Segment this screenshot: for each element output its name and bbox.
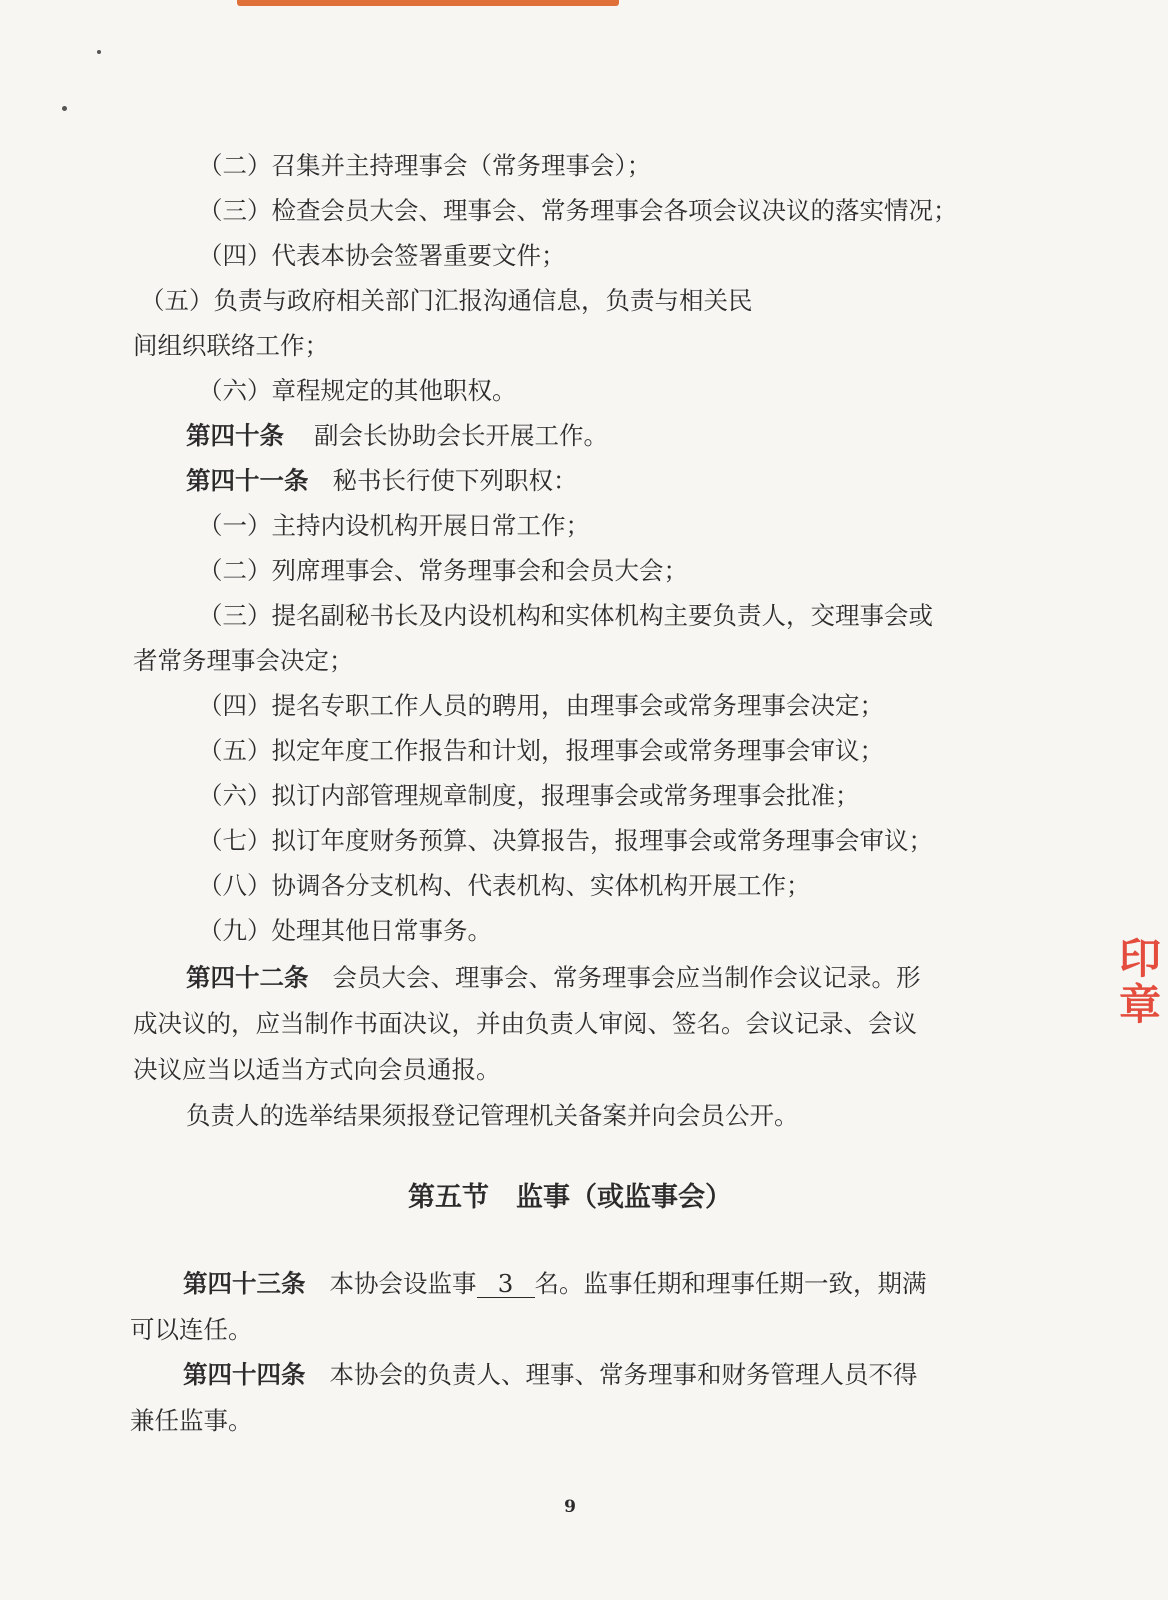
article-44-line: [183, 1359, 918, 1391]
text-line: [198, 825, 933, 857]
text-line: [186, 465, 578, 497]
article-heading: 第四十四条: [183, 1360, 306, 1389]
line-text: 者常务理事会决定；: [133, 646, 354, 675]
line-text: （九）处理其他日常事务。: [198, 916, 492, 945]
article-44-continuation: 兼任监事。: [130, 1406, 253, 1435]
article-43-continuation: 可以连任。: [130, 1315, 253, 1344]
article-heading: 第四十二条: [186, 963, 309, 992]
section-title: 第五节 监事（或监事会）: [408, 1182, 732, 1213]
text-line: [198, 375, 517, 407]
text-line: [133, 1008, 917, 1040]
line-text: （四）代表本协会签署重要文件；: [198, 241, 566, 270]
line-text: （四）提名专职工作人员的聘用，由理事会或常务理事会决定；: [198, 691, 884, 720]
red-seal-stamp: [1098, 936, 1162, 1136]
text-line: [186, 1100, 799, 1132]
text-line: [133, 1054, 501, 1086]
stamp-lettering: 印章: [1113, 936, 1162, 1028]
line-text: 决议应当以适当方式向会员通报。: [133, 1055, 501, 1084]
text-line: [198, 150, 651, 182]
line-text: （三）检查会员大会、理事会、常务理事会各项会议决议的落实情况；: [198, 196, 958, 225]
article-text: 本协会的负责人、理事、常务理事和财务管理人员不得: [329, 1360, 918, 1389]
article-heading: 第四十条: [186, 421, 284, 450]
line-text: （五）负责与政府相关部门汇报沟通信息，负责与相关民: [140, 286, 753, 315]
scan-speck: [62, 106, 67, 111]
text-line: [198, 195, 958, 227]
line-text: （五）拟定年度工作报告和计划，报理事会或常务理事会审议；: [198, 736, 884, 765]
supervisor-count: 3: [477, 1271, 535, 1298]
line-text: （六）章程规定的其他职权。: [198, 376, 517, 405]
line-text: 负责人的选举结果须报登记管理机关备案并向会员公开。: [186, 1101, 799, 1130]
article-heading: 第四十三条: [183, 1269, 306, 1298]
text-line: [186, 420, 608, 452]
line-text: （二）列席理事会、常务理事会和会员大会；: [198, 556, 688, 585]
text-line: [133, 645, 354, 677]
article-43-line: [183, 1268, 927, 1300]
line-text: （七）拟订年度财务预算、决算报告，报理事会或常务理事会审议；: [198, 826, 933, 855]
line-text: （三）提名副秘书长及内设机构和实体机构主要负责人，交理事会或: [198, 601, 933, 630]
text-line: [133, 330, 329, 362]
page-number: 9: [564, 1497, 576, 1517]
text-line: [198, 870, 811, 902]
line-text: 会员大会、理事会、常务理事会应当制作会议记录。形: [332, 963, 921, 992]
text-line: [198, 690, 884, 722]
article-text: 名。监事任期和理事任期一致，期满: [534, 1269, 927, 1298]
text-line: [198, 240, 566, 272]
text-line: [198, 915, 492, 947]
line-text: （一）主持内设机构开展日常工作；: [198, 511, 590, 540]
article-text: 本协会设监事: [329, 1269, 477, 1298]
text-line: [198, 780, 860, 812]
text-line: [198, 600, 933, 632]
line-text: （六）拟订内部管理规章制度，报理事会或常务理事会批准；: [198, 781, 860, 810]
text-line: [198, 735, 884, 767]
text-line: [186, 962, 921, 994]
top-color-strip: [237, 0, 619, 6]
line-text: （二）召集并主持理事会（常务理事会）；: [198, 151, 652, 180]
scan-speck: [97, 50, 101, 54]
line-text: 副会长协助会长开展工作。: [314, 421, 608, 450]
line-text: 间组织联络工作；: [133, 331, 329, 360]
text-line: [198, 510, 590, 542]
line-text: （八）协调各分支机构、代表机构、实体机构开展工作；: [198, 871, 811, 900]
article-heading: 第四十一条: [186, 466, 309, 495]
text-line: [140, 285, 753, 317]
line-text: 秘书长行使下列职权：: [332, 466, 578, 495]
line-text: 成决议的，应当制作书面决议，并由负责人审阅、签名。会议记录、会议: [133, 1009, 917, 1038]
text-line: [198, 555, 688, 587]
